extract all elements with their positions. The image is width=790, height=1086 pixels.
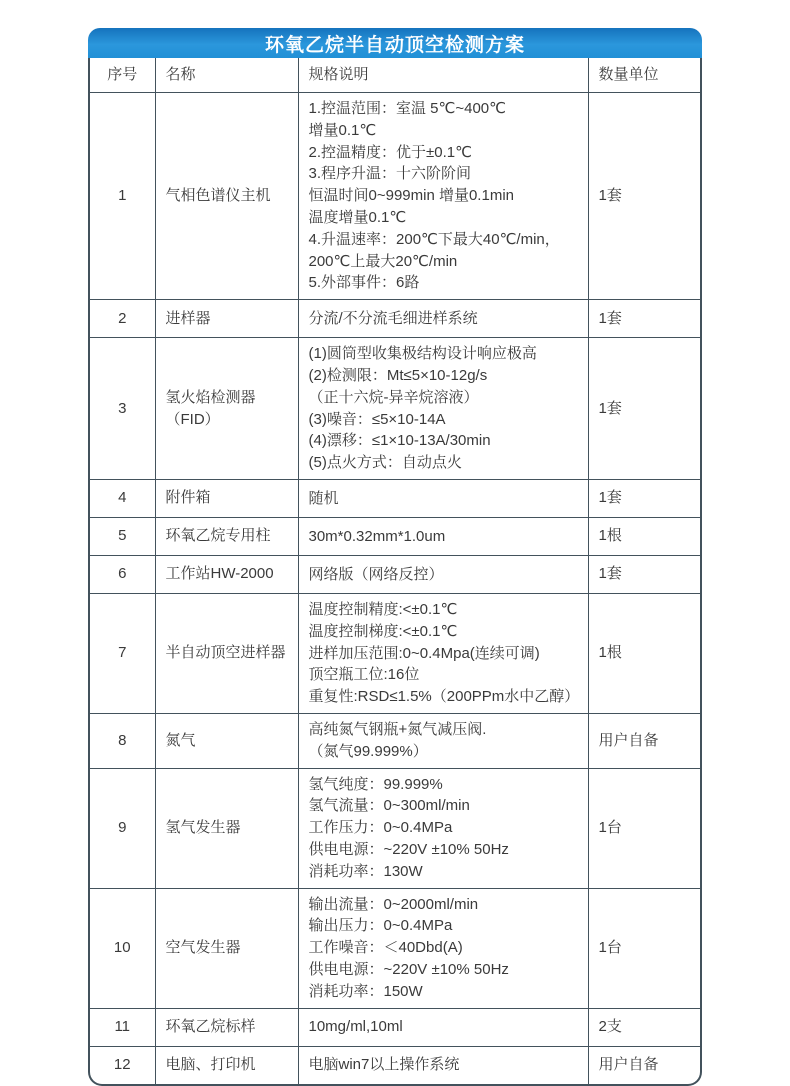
table-row (90, 517, 700, 555)
spec-line: 4.升温速率：200℃下最大40℃/min， (308, 230, 560, 248)
spec-cell (298, 888, 588, 1008)
item-name-cell: 附件箱 (155, 479, 298, 517)
spec-line: 1.控温范围：室温 5℃~400℃ (308, 100, 506, 117)
quantity-cell: 用户自备 (588, 1046, 700, 1084)
row-number-cell: 2 (90, 300, 155, 338)
quantity-cell: 1台 (588, 888, 700, 1008)
item-name-cell: 进样器 (155, 300, 298, 338)
spec-cell (298, 517, 588, 555)
row-number-cell: 1 (90, 93, 155, 300)
quantity-cell: 1套 (588, 338, 700, 480)
item-name-cell: 环氧乙烷标样 (155, 1008, 298, 1046)
row-number-cell: 9 (90, 768, 155, 888)
spec-cell (298, 1046, 588, 1084)
spec-line: 200℃上最大20℃/min (308, 252, 458, 270)
table-row (90, 555, 700, 593)
spec-cell (298, 768, 588, 888)
table-header (90, 58, 700, 93)
spec-line: (3)噪音：≤5×10-14A (308, 410, 446, 428)
spec-cell (298, 713, 588, 768)
row-number-cell: 10 (90, 888, 155, 1008)
spec-line: 3.程序升温：十六阶阶间 (308, 165, 472, 183)
spec-cell (298, 555, 588, 593)
table-row (90, 888, 700, 1008)
spec-line: 恒温时间0~999min 增量0.1min (308, 187, 514, 205)
quantity-cell: 1套 (588, 300, 700, 338)
spec-cell (298, 300, 588, 338)
spec-line: 温度控制精度:<±0.1℃ (308, 600, 458, 618)
row-number-cell: 11 (90, 1008, 155, 1046)
row-number-cell: 5 (90, 517, 155, 555)
item-name-cell: 氮气 (155, 713, 298, 768)
item-name-cell: 半自动顶空进样器 (155, 593, 298, 713)
spec-line: 网络版（网络反控） (308, 565, 444, 583)
spec-line: 10mg/ml,10ml (308, 1018, 403, 1036)
spec-line: (1)圆筒型收集极结构设计响应极高 (308, 345, 537, 363)
page-title: 环氧乙烷半自动顶空检测方案 (264, 34, 525, 56)
spec-cell (298, 338, 588, 480)
row-number-cell: 6 (90, 555, 155, 593)
table-row (90, 338, 700, 480)
table-row (90, 300, 700, 338)
spec-line: 温度控制梯度:<±0.1℃ (308, 622, 458, 640)
spec-cell (298, 1008, 588, 1046)
table-row (90, 593, 700, 713)
quantity-cell: 1台 (588, 768, 700, 888)
item-name-cell: 氢火焰检测器（FID） (155, 338, 298, 480)
spec-line: 分流/不分流毛细进样系统 (308, 309, 478, 327)
spec-line: 输出压力：0~0.4MPa (308, 917, 453, 935)
spec-line: 消耗功率：130W (308, 862, 423, 880)
spec-line: 重复性:RSD≤1.5%（200PPm水中乙醇） (308, 688, 580, 706)
table-row (90, 1008, 700, 1046)
col-header-name: 名称 (155, 58, 298, 93)
item-name-cell: 氢气发生器 (155, 768, 298, 888)
item-name-cell: 空气发生器 (155, 888, 298, 1008)
table-row (90, 93, 700, 300)
spec-line: 消耗功率：150W (308, 982, 423, 1000)
spec-line: 随机 (308, 489, 339, 507)
spec-line: 输出流量：0~2000ml/min (308, 895, 479, 913)
item-name-cell: 电脑、打印机 (155, 1046, 298, 1084)
spec-line: 30m*0.32mm*1.0um (308, 527, 446, 545)
scheme-table-card (88, 28, 702, 1086)
col-header-no: 序号 (90, 58, 155, 93)
table-body (90, 93, 700, 1084)
spec-cell (298, 479, 588, 517)
row-number-cell: 3 (90, 338, 155, 480)
quantity-cell: 1套 (588, 555, 700, 593)
quantity-cell: 2支 (588, 1008, 700, 1046)
spec-line: 增量0.1℃ (308, 121, 377, 139)
col-header-qty: 数量单位 (588, 58, 700, 93)
spec-cell (298, 93, 588, 300)
row-number-cell: 8 (90, 713, 155, 768)
table-container (88, 58, 702, 1086)
spec-line: 2.控温精度：优于±0.1℃ (308, 143, 472, 161)
spec-line: 供电电源：~220V ±10% 50Hz (308, 840, 509, 858)
spec-line: 供电电源：~220V ±10% 50Hz (308, 960, 509, 978)
item-name-cell: 工作站HW-2000 (155, 555, 298, 593)
spec-line: (5)点火方式：自动点火 (308, 454, 462, 472)
spec-line: 5.外部事件：6路 (308, 274, 420, 292)
spec-line: 温度增量0.1℃ (308, 208, 407, 226)
table-row (90, 479, 700, 517)
spec-line: （氮气99.999%） (308, 742, 428, 760)
spec-line: 氢气流量：0~300ml/min (308, 797, 470, 815)
quantity-cell: 用户自备 (588, 713, 700, 768)
quantity-cell: 1套 (588, 93, 700, 300)
spec-line: 进样加压范围:0~0.4Mpa(连续可调) (308, 644, 540, 662)
table-row (90, 713, 700, 768)
col-header-spec: 规格说明 (298, 58, 588, 93)
quantity-cell: 1套 (588, 479, 700, 517)
row-number-cell: 4 (90, 479, 155, 517)
table-row (90, 768, 700, 888)
spec-line: （正十六烷-异辛烷溶液） (308, 388, 479, 406)
spec-line: 工作噪音：＜40Dbd(A) (308, 939, 463, 957)
spec-line: (2)检测限：Mt≤5×10-12g/s (308, 366, 488, 384)
row-number-cell: 7 (90, 593, 155, 713)
quantity-cell: 1根 (588, 593, 700, 713)
quantity-cell: 1根 (588, 517, 700, 555)
spec-line: 顶空瓶工位:16位 (308, 666, 420, 684)
spec-line: 高纯氮气钢瓶+氮气减压阀. (308, 720, 487, 738)
header-row (90, 58, 700, 93)
spec-line: (4)漂移：≤1×10-13A/30min (308, 432, 491, 450)
item-name-cell: 环氧乙烷专用柱 (155, 517, 298, 555)
spec-cell (298, 593, 588, 713)
scheme-table (90, 58, 700, 1084)
table-row (90, 1046, 700, 1084)
table-title-band (88, 28, 702, 58)
spec-line: 氢气纯度：99.999% (308, 775, 443, 793)
item-name-cell: 气相色谱仪主机 (155, 93, 298, 300)
spec-line: 电脑win7以上操作系统 (308, 1056, 460, 1074)
spec-line: 工作压力：0~0.4MPa (308, 819, 453, 837)
row-number-cell: 12 (90, 1046, 155, 1084)
